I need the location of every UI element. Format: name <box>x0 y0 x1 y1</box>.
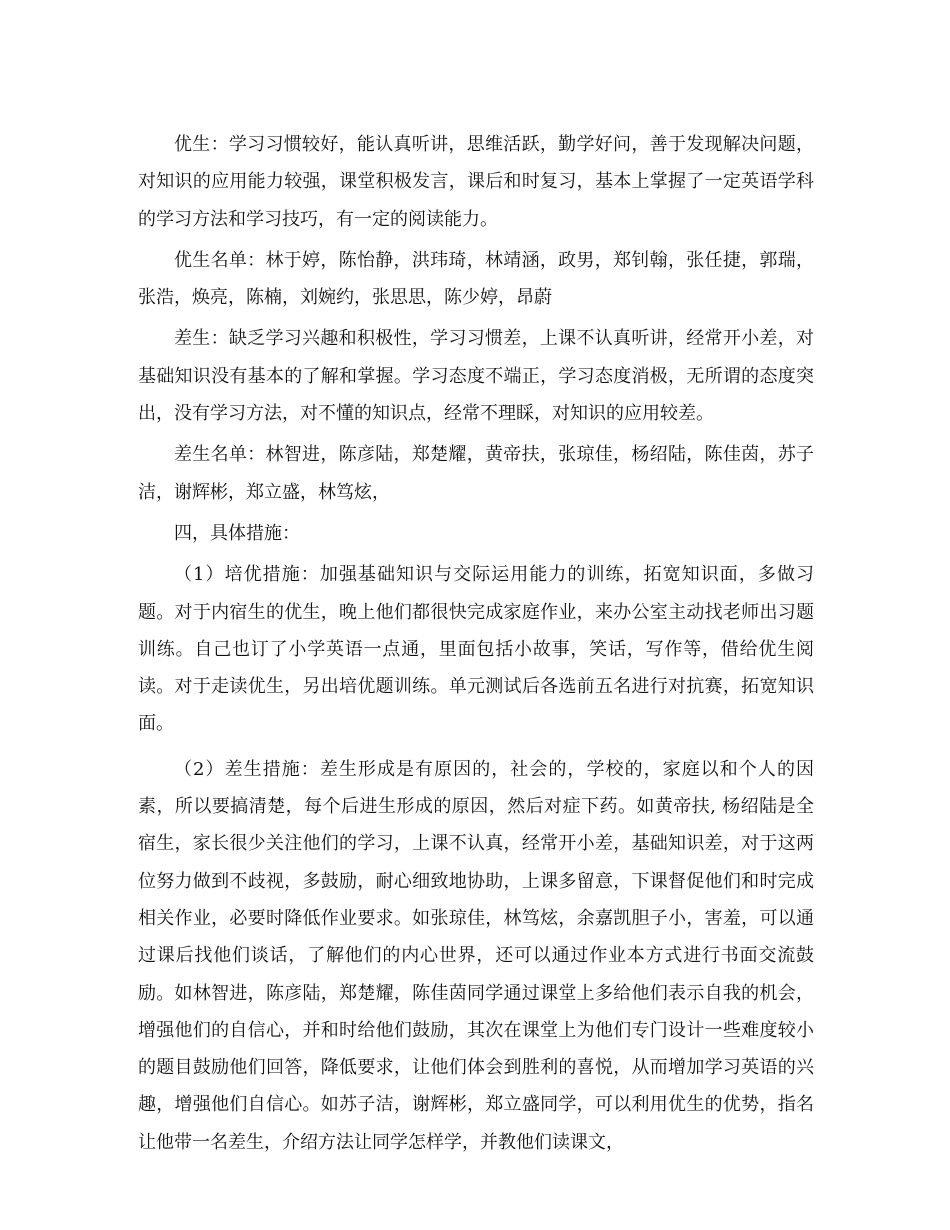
section-heading-measures: 四，具体措施： <box>174 522 300 544</box>
paragraph-weak-student-list: 差生名单：林智进，陈彦陆，郑楚耀，黄帝扶，张琼佳，杨绍陆，陈佳茵，苏子洁，谢辉彬，郑立盛，林笃炫， <box>138 444 814 503</box>
paragraph-measure-2: （2）差生措施：差生形成是有原因的，社会的，学校的，家庭以和个人的因素，所以要搞清楚，每个后进生形成的原因，然后对症下药。如黄帝扶, 杨绍陆是全宿生，家长很少关注他们的学习，上课不认真，经常开小差，基础知识差，对于这两位努力做到不歧视，多鼓励，耐心细致地协助，上课多留意，下课督促他们和时完成相关作业，必要时降低作业要求。如张琼佳，林笃炫，余嘉凯胆子小，害羞，可以通过课后找他们谈话，了解他们的内心世界，还可以通过作业本方式进行书面交流鼓励。如林智进，陈彦陆，郑楚耀，陈佳茵同学通过课堂上多给他们表示自我的机会，增强他们的自信心，并和时给他们鼓励，其次在课堂上为他们专门设计一些难度较小的题目鼓励他们回答，降低要求，让他们体会到胜利的喜悦，从而增加学习英语的兴趣，增强他们自信心。如苏子洁，谢辉彬，郑立盛同学，可以利用优生的优势，指名让他带一名差生，介绍方法让同学怎样学，并教他们读课文， <box>138 758 814 1153</box>
paragraph-measure-1: （1）培优措施：加强基础知识与交际运用能力的训练，拓宽知识面，多做习题。对于内宿生的优生，晚上他们都很快完成家庭作业，来办公室主动找老师出习题训练。自己也订了小学英语一点通，里面包括小故事，笑话，写作等，借给优生阅读。对于走读优生，另出培优题训练。单元测试后各选前五名进行对抗赛，拓宽知识面。 <box>138 564 814 735</box>
document-body <box>138 126 814 1161</box>
paragraph-good-students: 优生：学习习惯较好，能认真听讲，思维活跃，勤学好问，善于发现解决问题，对知识的应用能力较强，课堂积极发言，课后和时复习，基本上掌握了一定英语学科的学习方法和学习技巧，有一定的阅读能力。 <box>138 134 814 230</box>
paragraph-weak-students: 差生：缺乏学习兴趣和积极性，学习习惯差，上课不认真听讲，经常开小差，对基础知识没有基本的了解和掌握。学习态度不端正，学习态度消极，无所谓的态度突出，没有学习方法，对不懂的知识点，经常不理睬，对知识的应用较差。 <box>138 328 814 425</box>
paragraph-good-student-list: 优生名单：林于婷，陈怡静，洪玮琦，林靖涵，政男，郑钊翰，张任捷，郭瑞，张浩，焕亮，陈楠，刘婉约，张思思，陈少婷，昂蔚 <box>138 249 814 309</box>
